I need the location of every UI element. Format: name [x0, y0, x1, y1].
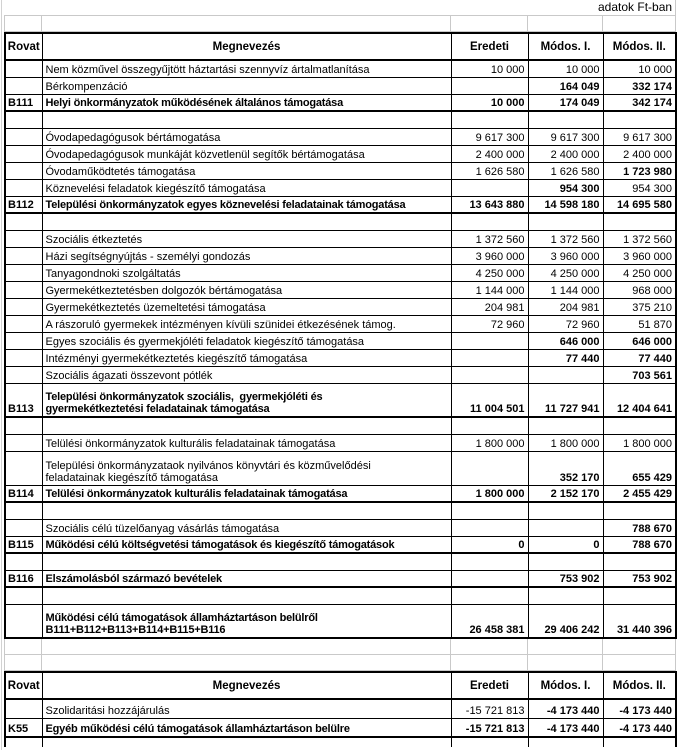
table-row [5, 94, 676, 111]
grid-cell [451, 16, 528, 32]
grid-cell [451, 738, 528, 747]
rovat-cell: B115 [5, 536, 42, 553]
spacer-row [5, 553, 676, 570]
rovat-cell: B116 [5, 570, 42, 587]
mod1-cell: 352 170 [528, 451, 603, 485]
name-line: Köznevelési feladatok kiegészítő támogatása [45, 182, 266, 195]
eredeti-cell [451, 77, 528, 94]
gridline-row [5, 639, 676, 655]
name-cell [42, 349, 451, 366]
eredeti-cell: 1 372 560 [451, 230, 528, 247]
name-line: Tanyagondnoki szolgáltatás [45, 267, 181, 280]
mod1-cell [528, 553, 603, 570]
eredeti-cell [451, 451, 528, 485]
mod2-cell: 2 400 000 [603, 145, 676, 162]
table-row [5, 434, 676, 451]
name-cell [42, 332, 451, 349]
table-row [5, 718, 676, 737]
table-row [5, 196, 676, 213]
name-cell [42, 718, 451, 737]
note-row [5, 0, 676, 16]
mod2-cell: 753 902 [603, 570, 676, 587]
eredeti-cell: 1 626 580 [451, 162, 528, 179]
eredeti-cell [451, 213, 528, 230]
eredeti-cell [451, 519, 528, 536]
name-line: Gyermekétkeztetés üzemeltetési támogatása [45, 301, 266, 314]
mod1-cell [528, 502, 603, 519]
grid-cell [42, 738, 451, 747]
unit-note: adatok Ft-ban [5, 0, 676, 16]
name-cell [42, 247, 451, 264]
rovat-cell [5, 553, 42, 570]
rovat-cell [5, 162, 42, 179]
grid-cell [42, 16, 451, 32]
table-row [5, 349, 676, 366]
table-row [5, 519, 676, 536]
rovat-cell [5, 111, 42, 128]
gridline-row [5, 655, 676, 671]
mod1-cell: 77 440 [528, 349, 603, 366]
mod2-cell: 655 429 [603, 451, 676, 485]
rovat-cell [5, 60, 42, 77]
table-row [5, 128, 676, 145]
spacer-row [5, 111, 676, 128]
name-cell [42, 298, 451, 315]
mod1-cell [528, 587, 603, 604]
name-cell [42, 94, 451, 111]
column-header-megnevezes: Megnevezés [42, 672, 451, 699]
name-line: Települési önkormányzatok szociális, gyermekjóléti és [45, 391, 323, 403]
mod1-cell: 14 598 180 [528, 196, 603, 213]
rovat-cell [5, 434, 42, 451]
name-line: Óvodapedagógusok munkáját közvetlenül segítők bértámogatása [45, 148, 365, 161]
table-row [5, 485, 676, 502]
name-line: Házi segítségnyújtás - személyi gondozás [45, 250, 251, 263]
spacer-row [5, 502, 676, 519]
name-line: Szociális ágazati összevont pótlék [45, 369, 213, 382]
header-row [5, 33, 676, 60]
mod1-cell: 204 981 [528, 298, 603, 315]
name-cell [42, 485, 451, 502]
grid-cell [528, 639, 603, 655]
rovat-cell [5, 587, 42, 604]
mod2-cell: 375 210 [603, 298, 676, 315]
table-row [5, 281, 676, 298]
name-cell [42, 604, 451, 638]
mod2-cell [603, 213, 676, 230]
eredeti-cell: 1 800 000 [451, 485, 528, 502]
mod2-cell: -4 173 440 [603, 699, 676, 718]
middle-grid-strip [4, 639, 676, 671]
name-cell [42, 699, 451, 718]
grid-cell [528, 655, 603, 671]
mod1-cell: 164 049 [528, 77, 603, 94]
name-cell [42, 519, 451, 536]
name-cell [42, 570, 451, 587]
table-row [5, 383, 676, 417]
eredeti-cell: 72 960 [451, 315, 528, 332]
rovat-cell: B111 [5, 94, 42, 111]
table-row [5, 77, 676, 94]
eredeti-cell [451, 502, 528, 519]
grid-cell [603, 655, 676, 671]
column-header-modos2: Módos. II. [603, 672, 676, 699]
name-line: A rászoruló gyermekek intézményen kívüli szünidei étkezésének támog. [45, 318, 396, 331]
name-line: Szociális étkeztetés [45, 233, 143, 246]
grid-cell [528, 738, 603, 747]
mod1-cell: -4 173 440 [528, 718, 603, 737]
grid-cell [5, 16, 42, 32]
mod2-cell: 2 455 429 [603, 485, 676, 502]
rovat-cell [5, 298, 42, 315]
mod2-cell [603, 502, 676, 519]
table-row [5, 699, 676, 718]
name-cell [42, 128, 451, 145]
rovat-cell: B112 [5, 196, 42, 213]
name-line: gyermekétkeztetési feladatainak támogatása [45, 403, 270, 415]
mod2-cell: 12 404 641 [603, 383, 676, 417]
column-header-rovat: Rovat [5, 33, 42, 60]
rovat-cell [5, 366, 42, 383]
eredeti-cell [451, 332, 528, 349]
table-row [5, 604, 676, 638]
mod1-cell: 1 372 560 [528, 230, 603, 247]
budget-table-solidarity [4, 671, 677, 738]
gridline-stub [1, 0, 2, 750]
name-cell [42, 264, 451, 281]
mod2-cell: 788 670 [603, 519, 676, 536]
mod1-cell: 1 626 580 [528, 162, 603, 179]
name-cell [42, 162, 451, 179]
mod1-cell: 954 300 [528, 179, 603, 196]
mod2-cell [603, 111, 676, 128]
mod1-cell: 11 727 941 [528, 383, 603, 417]
name-line: Szociális célú tüzelőanyag vásárlás támogatása [45, 522, 280, 535]
mod2-cell: 51 870 [603, 315, 676, 332]
mod2-cell: 10 000 [603, 60, 676, 77]
name-line: Intézményi gyermekétkeztetés kiegészítő támogatása [45, 352, 308, 365]
mod1-cell: -4 173 440 [528, 699, 603, 718]
rovat-cell [5, 128, 42, 145]
eredeti-cell: 1 800 000 [451, 434, 528, 451]
eredeti-cell: -15 721 813 [451, 718, 528, 737]
mod1-cell: 2 400 000 [528, 145, 603, 162]
mod1-cell: 753 902 [528, 570, 603, 587]
table-row [5, 315, 676, 332]
mod2-cell: 31 440 396 [603, 604, 676, 638]
table-row [5, 60, 676, 77]
table-row [5, 536, 676, 553]
mod2-cell: 788 670 [603, 536, 676, 553]
name-cell [42, 553, 451, 570]
mod1-cell: 3 960 000 [528, 247, 603, 264]
rovat-cell [5, 145, 42, 162]
name-cell [42, 179, 451, 196]
mod2-cell: 332 174 [603, 77, 676, 94]
mod2-cell: 4 250 000 [603, 264, 676, 281]
name-cell [42, 77, 451, 94]
eredeti-cell [451, 366, 528, 383]
name-line: Bérkompenzáció [45, 80, 128, 93]
mod2-cell: -4 173 440 [603, 718, 676, 737]
eredeti-cell: -15 721 813 [451, 699, 528, 718]
name-cell [42, 434, 451, 451]
eredeti-cell: 2 400 000 [451, 145, 528, 162]
name-line: Települési önkormányzatok egyes köznevelési feladatainak támogatása [45, 199, 406, 211]
column-header-rovat: Rovat [5, 672, 42, 699]
eredeti-cell [451, 553, 528, 570]
rovat-cell [5, 77, 42, 94]
eredeti-cell [451, 417, 528, 434]
cutoff-row [5, 738, 676, 747]
name-line: Telülési önkormányzatok kulturális feladatainak támogatása [45, 488, 348, 500]
mod1-cell [528, 111, 603, 128]
mod1-cell: 72 960 [528, 315, 603, 332]
column-header-eredeti: Eredeti [451, 33, 528, 60]
mod1-cell [528, 417, 603, 434]
eredeti-cell: 1 144 000 [451, 281, 528, 298]
rovat-cell: B113 [5, 383, 42, 417]
eredeti-cell: 4 250 000 [451, 264, 528, 281]
eredeti-cell: 9 617 300 [451, 128, 528, 145]
name-cell [42, 145, 451, 162]
table-row [5, 366, 676, 383]
grid-cell [451, 655, 528, 671]
grid-cell [603, 738, 676, 747]
grid-cell [451, 639, 528, 655]
mod1-cell: 4 250 000 [528, 264, 603, 281]
mod2-cell [603, 553, 676, 570]
grid-cell [42, 655, 451, 671]
name-line: Működési célú támogatások államháztartáson belülről [45, 612, 318, 624]
eredeti-cell [451, 111, 528, 128]
name-line: Telülési önkormányzatok kulturális feladatainak támogatása [45, 437, 336, 450]
mod2-cell: 954 300 [603, 179, 676, 196]
name-line: B111+B112+B113+B114+B115+B116 [45, 624, 226, 636]
mod1-cell: 10 000 [528, 60, 603, 77]
mod1-cell [528, 213, 603, 230]
mod2-cell [603, 587, 676, 604]
rovat-cell [5, 264, 42, 281]
mod2-cell: 1 372 560 [603, 230, 676, 247]
rovat-cell [5, 502, 42, 519]
eredeti-cell: 3 960 000 [451, 247, 528, 264]
name-line: Működési célú költségvetési támogatások és kiegészítő támogatások [45, 539, 395, 551]
eredeti-cell: 0 [451, 536, 528, 553]
mod2-cell: 342 174 [603, 94, 676, 111]
eredeti-cell [451, 587, 528, 604]
spacer-row [5, 213, 676, 230]
page-content [4, 0, 675, 747]
name-cell [42, 213, 451, 230]
rovat-cell [5, 230, 42, 247]
name-cell [42, 281, 451, 298]
name-cell [42, 315, 451, 332]
table-row [5, 451, 676, 485]
rovat-cell: K55 [5, 718, 42, 737]
mod1-cell: 1 800 000 [528, 434, 603, 451]
rovat-cell [5, 332, 42, 349]
table-row [5, 332, 676, 349]
column-header-modos2: Módos. II. [603, 33, 676, 60]
grid-cell [42, 639, 451, 655]
gridline-row [5, 16, 676, 32]
eredeti-cell: 10 000 [451, 94, 528, 111]
mod2-cell: 9 617 300 [603, 128, 676, 145]
rovat-cell [5, 417, 42, 434]
eredeti-cell: 11 004 501 [451, 383, 528, 417]
mod1-cell: 174 049 [528, 94, 603, 111]
rovat-cell [5, 519, 42, 536]
table-row [5, 162, 676, 179]
mod1-cell: 0 [528, 536, 603, 553]
mod1-cell: 29 406 242 [528, 604, 603, 638]
eredeti-cell [451, 570, 528, 587]
rovat-cell [5, 699, 42, 718]
name-line: Helyi önkormányzatok működésének általános támogatása [45, 97, 344, 109]
eredeti-cell: 204 981 [451, 298, 528, 315]
spacer-row [5, 587, 676, 604]
table-row [5, 264, 676, 281]
mod1-cell: 646 000 [528, 332, 603, 349]
mod2-cell: 646 000 [603, 332, 676, 349]
mod2-cell: 14 695 580 [603, 196, 676, 213]
grid-cell [5, 738, 42, 747]
name-cell [42, 502, 451, 519]
name-cell [42, 536, 451, 553]
name-line: Nem közművel összegyűjtött háztartási szennyvíz ártalmatlanítása [45, 63, 370, 76]
mod1-cell: 1 144 000 [528, 281, 603, 298]
name-line: Szolidaritási hozzájárulás [45, 704, 170, 717]
name-cell [42, 366, 451, 383]
grid-cell [5, 655, 42, 671]
name-line: Egyes szociális és gyermekjóléti feladatok kiegészítő támogatása [45, 335, 365, 348]
top-grid-strip [4, 0, 676, 32]
name-cell [42, 417, 451, 434]
mod2-cell: 3 960 000 [603, 247, 676, 264]
rovat-cell [5, 281, 42, 298]
name-line: Elszámolásból származó bevételek [45, 573, 222, 585]
rovat-cell [5, 451, 42, 485]
column-header-modos1: Módos. I. [528, 33, 603, 60]
name-cell [42, 383, 451, 417]
eredeti-cell: 10 000 [451, 60, 528, 77]
name-line: Egyéb működési célú támogatások államháztartáson belülre [45, 723, 350, 735]
rovat-cell [5, 179, 42, 196]
rovat-cell [5, 315, 42, 332]
name-cell [42, 111, 451, 128]
table-row [5, 230, 676, 247]
eredeti-cell: 13 643 880 [451, 196, 528, 213]
name-line: feladatainak kiegészítő támogatása [45, 471, 218, 484]
mod1-cell: 2 152 170 [528, 485, 603, 502]
grid-cell [603, 639, 676, 655]
mod2-cell: 1 800 000 [603, 434, 676, 451]
mod1-cell: 9 617 300 [528, 128, 603, 145]
spacer-row [5, 417, 676, 434]
table-row [5, 179, 676, 196]
eredeti-cell [451, 349, 528, 366]
rovat-cell [5, 349, 42, 366]
mod2-cell: 1 723 980 [603, 162, 676, 179]
name-cell [42, 60, 451, 77]
column-header-megnevezes: Megnevezés [42, 33, 451, 60]
name-cell [42, 451, 451, 485]
mod1-cell [528, 366, 603, 383]
grid-cell [528, 16, 603, 32]
name-line: Óvodapedagógusok bértámogatása [45, 131, 221, 144]
rovat-cell [5, 604, 42, 638]
column-header-eredeti: Eredeti [451, 672, 528, 699]
rovat-cell: B114 [5, 485, 42, 502]
mod2-cell: 968 000 [603, 281, 676, 298]
name-line: Gyermekétkeztetésben dolgozók bértámogatása [45, 284, 283, 297]
table-row [5, 570, 676, 587]
budget-table-main [4, 32, 677, 639]
table-row [5, 145, 676, 162]
mod1-cell [528, 519, 603, 536]
eredeti-cell: 26 458 381 [451, 604, 528, 638]
name-cell [42, 587, 451, 604]
mod2-cell: 703 561 [603, 366, 676, 383]
grid-cell [603, 16, 676, 32]
column-header-modos1: Módos. I. [528, 672, 603, 699]
mod2-cell [603, 417, 676, 434]
rovat-cell [5, 247, 42, 264]
header-row [5, 672, 676, 699]
grid-cell [5, 639, 42, 655]
name-line: Települési önkormányzataok nyilvános könyvtári és közművelődési [45, 459, 371, 472]
name-cell [42, 230, 451, 247]
table-row [5, 298, 676, 315]
cutoff-row-strip [4, 738, 677, 747]
table-row [5, 247, 676, 264]
rovat-cell [5, 213, 42, 230]
name-line: Óvodaműködtetés támogatása [45, 165, 196, 178]
eredeti-cell [451, 179, 528, 196]
name-cell [42, 196, 451, 213]
mod2-cell: 77 440 [603, 349, 676, 366]
